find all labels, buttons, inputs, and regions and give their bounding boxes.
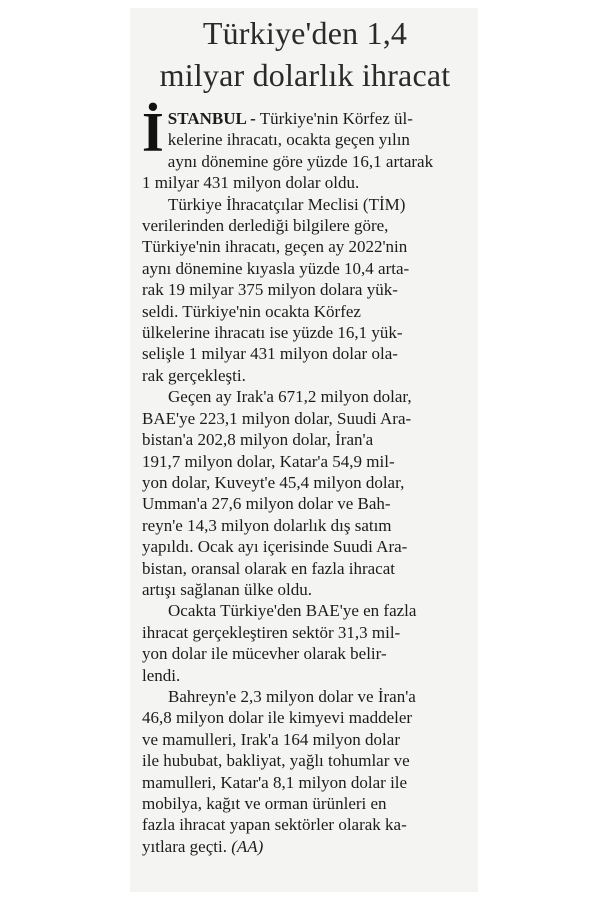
- drop-cap: İ: [142, 102, 164, 164]
- lead-line-2: kelerine ihracatı, ocakta geçen yılın: [167, 130, 410, 150]
- paragraph-line: verilerinden derlediği bilgilere göre,: [142, 216, 389, 236]
- headline-line-1: Türkiye'den 1,4: [202, 15, 408, 51]
- closing-line: ve mamulleri, Irak'a 164 milyon dolar: [142, 729, 400, 749]
- paragraph-line: bistan, oransal olarak en fazla ihracat: [142, 558, 395, 578]
- paragraph-line: ihracat gerçekleştiren sektör 31,3 mil-: [142, 622, 401, 642]
- paragraph-line: lendi.: [142, 665, 181, 685]
- paragraph-line: seldi. Türkiye'nin ocakta Körfez: [142, 301, 361, 321]
- paragraph-line: Umman'a 27,6 milyon dolar ve Bah-: [142, 494, 391, 514]
- paragraph-line: Geçen ay Irak'a 671,2 milyon dolar,: [168, 387, 412, 407]
- lead-line-4: 1 milyar 431 milyon dolar oldu.: [142, 173, 360, 193]
- paragraph-line: 191,7 milyon dolar, Katar'a 54,9 mil-: [142, 451, 395, 471]
- lead-paragraph: [142, 102, 468, 194]
- paragraph-line: yapıldı. Ocak ayı içerisinde Suudi Ara-: [142, 537, 408, 557]
- body-paragraph: [142, 194, 468, 387]
- paragraph-line: ülkelerine ihracatı ise yüzde 16,1 yük-: [142, 323, 403, 343]
- final-line: yıtlara geçti.: [142, 836, 232, 856]
- paragraph-line: aynı dönemine kıyasla yüzde 10,4 arta-: [142, 258, 410, 278]
- body-paragraph: [142, 386, 468, 600]
- paragraph-line: yon dolar, Kuveyt'e 45,4 milyon dolar,: [142, 472, 405, 492]
- article-body: [142, 102, 468, 857]
- lead-line-1: Türkiye'nin Körfez ül-: [255, 109, 413, 128]
- closing-line: 46,8 milyon dolar ile kimyevi maddeler: [142, 708, 413, 728]
- paragraph-line: reyn'e 14,3 milyon dolarlık dış satım: [142, 515, 392, 535]
- headline: [142, 8, 468, 96]
- body-paragraph: [142, 600, 468, 686]
- paragraph-line: bistan'a 202,8 milyon dolar, İran'a: [142, 430, 374, 450]
- paragraph-line: Ocakta Türkiye'den BAE'ye en fazla: [168, 601, 417, 621]
- paragraph-line: artışı sağlanan ülke oldu.: [142, 579, 312, 599]
- paragraph-group: [142, 194, 468, 686]
- paragraph-line: Türkiye'nin ihracatı, geçen ay 2022'nin: [142, 237, 408, 257]
- closing-line: mobilya, kağıt ve orman ürünleri en: [142, 794, 387, 813]
- paragraph-line: rak 19 milyar 375 milyon dolara yük-: [142, 280, 398, 300]
- closing-line: ile hububat, bakliyat, yağlı tohumlar ve: [142, 751, 410, 771]
- paragraph-line: Türkiye İhracatçılar Meclisi (TİM): [168, 194, 406, 214]
- closing-line: Bahreyn'e 2,3 milyon dolar ve İran'a: [168, 686, 416, 706]
- headline-line-2: milyar dolarlık ihracat: [159, 57, 451, 93]
- source-credit: (AA): [231, 836, 264, 856]
- paragraph-line: selişle 1 milyar 431 milyon dolar ola-: [142, 344, 398, 364]
- closing-paragraph: [142, 686, 468, 857]
- paragraph-line: rak gerçekleşti.: [142, 365, 246, 385]
- closing-line: fazla ihracat yapan sektörler olarak ka-: [142, 815, 407, 835]
- news-clipping: [130, 8, 478, 892]
- paragraph-line: BAE'ye 223,1 milyon dolar, Suudi Ara-: [142, 408, 412, 428]
- paragraph-line: yon dolar ile mücevher olarak belir-: [142, 644, 387, 664]
- closing-line: mamulleri, Katar'a 8,1 milyon dolar ile: [142, 772, 408, 792]
- lead-line-3: aynı dönemine göre yüzde 16,1 artarak: [167, 151, 434, 171]
- dateline-city: STANBUL -: [167, 109, 256, 128]
